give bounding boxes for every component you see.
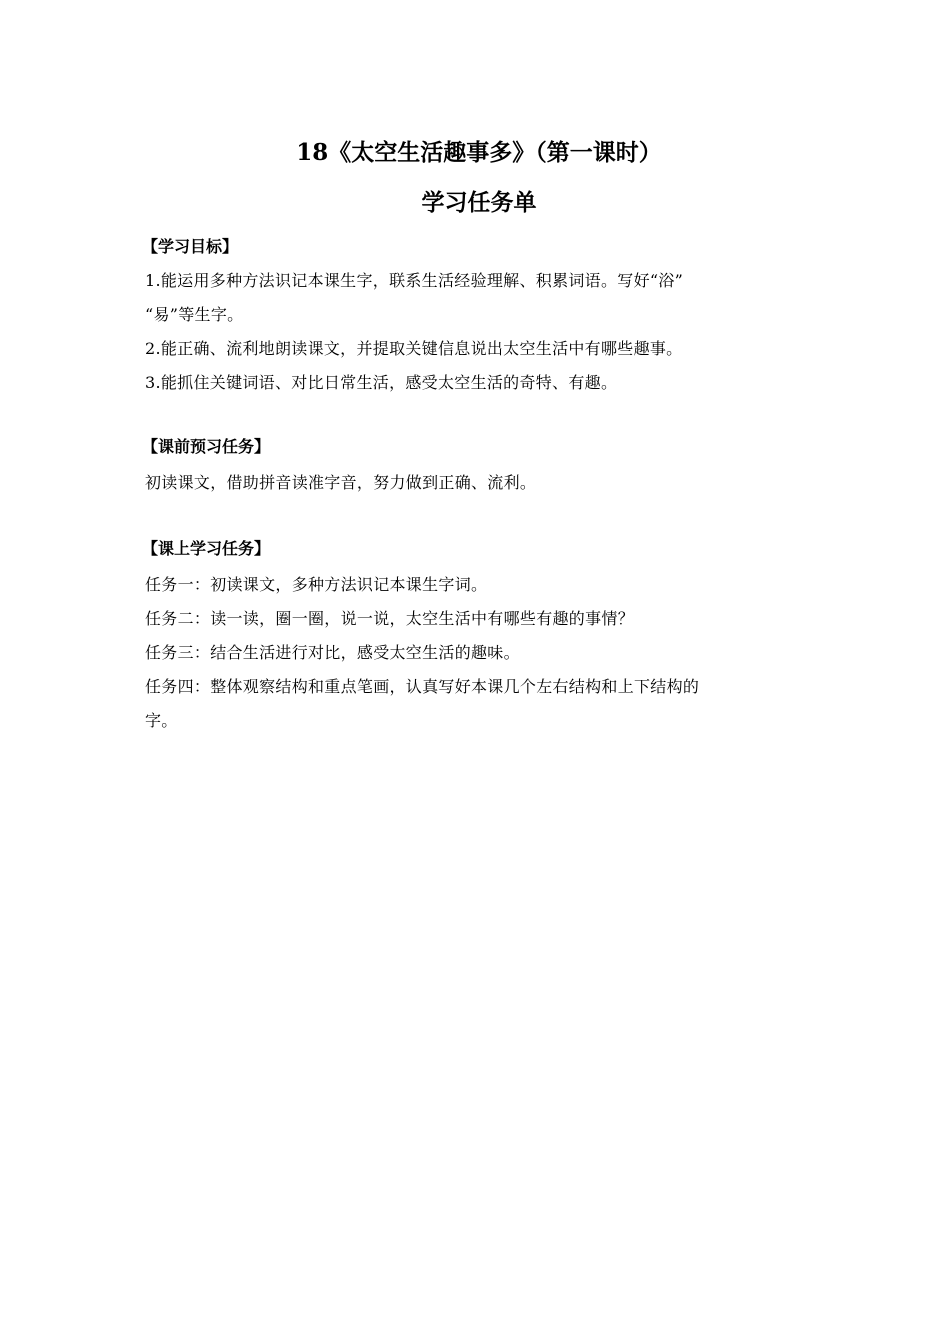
preview-task-line: 初读课文，借助拼音读准字音，努力做到正确、流利。 xyxy=(145,473,537,492)
in-class-task-line: 任务三：结合生活进行对比，感受太空生活的趣味。 xyxy=(145,643,520,662)
goal-line: 2.能正确、流利地朗读课文，并提取关键信息说出太空生活中有哪些趣事。 xyxy=(145,339,683,358)
learning-goals-heading: 【学习目标】 xyxy=(142,237,239,256)
goal-line: 1.能运用多种方法识记本课生字，联系生活经验理解、积累词语。写好“浴” xyxy=(145,271,684,290)
in-class-task-line: 任务四：整体观察结构和重点笔画，认真写好本课几个左右结构和上下结构的 xyxy=(145,677,700,696)
goal-line: “易”等生字。 xyxy=(145,305,244,324)
in-class-task-line: 字。 xyxy=(145,711,178,730)
document-page xyxy=(142,134,805,738)
preview-task-heading: 【课前预习任务】 xyxy=(142,437,271,456)
learning-goals-section xyxy=(142,236,805,400)
preview-task-section xyxy=(142,436,805,500)
document-subtitle: 学习任务单 xyxy=(421,189,537,216)
in-class-task-line: 任务一：初读课文，多种方法识记本课生字词。 xyxy=(145,575,488,594)
goal-line: 3.能抓住关键词语、对比日常生活，感受太空生活的奇特、有趣。 xyxy=(145,373,618,392)
document-title: 18《太空生活趣事多》（第一课时） xyxy=(296,139,662,166)
in-class-task-heading: 【课上学习任务】 xyxy=(142,539,271,558)
in-class-task-line: 任务二：读一读，圈一圈，说一说，太空生活中有哪些有趣的事情？ xyxy=(145,609,635,628)
in-class-task-section xyxy=(142,538,805,738)
